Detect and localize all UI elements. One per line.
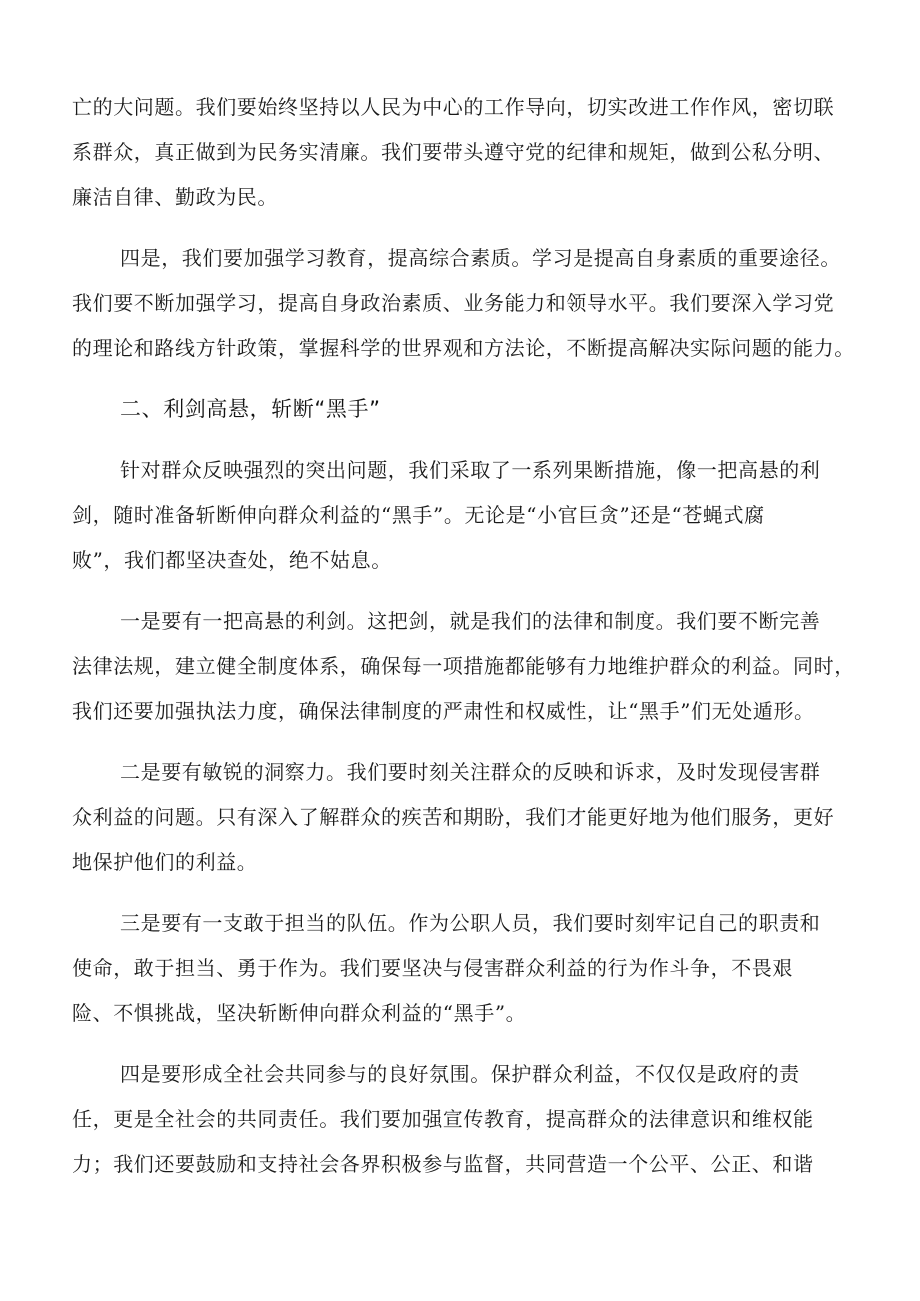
paragraph-line: 的理论和路线方针政策，掌握科学的世界观和方法论，不断提高解决实际问题的能力。 — [72, 336, 855, 360]
paragraph-line: 任，更是全社会的共同责任。我们要加强宣传教育，提高群众的法律意识和维权能 — [72, 1107, 814, 1131]
paragraph-line: 廉洁自律、勤政为民。 — [72, 185, 278, 209]
section-heading: 二、利剑高悬，斩断“黑手” — [120, 397, 381, 421]
paragraph-line: 剑，随时准备斩断伸向群众利益的“黑手”。无论是“小官巨贪”还是“苍蝇式腐 — [72, 503, 765, 527]
paragraph-line: 众利益的问题。只有深入了解群众的疾苦和期盼，我们才能更好地为他们服务，更好 — [72, 805, 835, 829]
paragraph-line: 四是要形成全社会共同参与的良好氛围。保护群众利益，不仅仅是政府的责 — [120, 1062, 800, 1086]
paragraph-line: 地保护他们的利益。 — [72, 850, 258, 874]
paragraph-line: 四是，我们要加强学习教育，提高综合素质。学习是提高自身素质的重要途径。 — [120, 246, 841, 270]
paragraph-line: 法律法规，建立健全制度体系，确保每一项措施都能够有力地维护群众的利益。同时， — [72, 654, 855, 678]
paragraph-line: 针对群众反映强烈的突出问题，我们采取了一系列果断措施，像一把高悬的利 — [120, 458, 821, 482]
paragraph-line: 我们还要加强执法力度，确保法律制度的严肃性和权威性，让“黑手”们无处遁形。 — [72, 699, 815, 723]
paragraph-line: 系群众，真正做到为民务实清廉。我们要带头遵守党的纪律和规矩，做到公私分明、 — [72, 140, 835, 164]
paragraph-line: 力；我们还要鼓励和支持社会各界积极参与监督，共同营造一个公平、公正、和谐 — [72, 1152, 814, 1176]
paragraph-line: 二是要有敏锐的洞察力。我们要时刻关注群众的反映和诉求，及时发现侵害群 — [120, 760, 821, 784]
paragraph-line: 我们要不断加强学习，提高自身政治素质、业务能力和领导水平。我们要深入学习党 — [72, 291, 835, 315]
paragraph-line: 三是要有一支敢于担当的队伍。作为公职人员，我们要时刻牢记自己的职责和 — [120, 911, 821, 935]
paragraph-line: 亡的大问题。我们要始终坚持以人民为中心的工作导向，切实改进工作作风，密切联 — [72, 95, 835, 119]
paragraph-line: 一是要有一把高悬的利剑。这把剑，就是我们的法律和制度。我们要不断完善 — [120, 609, 821, 633]
paragraph-line: 败”，我们都坚决查处，绝不姑息。 — [72, 548, 392, 572]
paragraph-line: 险、不惧挑战，坚决斩断伸向群众利益的“黑手”。 — [72, 1001, 527, 1025]
paragraph-line: 使命，敢于担当、勇于作为。我们要坚决与侵害群众利益的行为作斗争，不畏艰 — [72, 956, 793, 980]
